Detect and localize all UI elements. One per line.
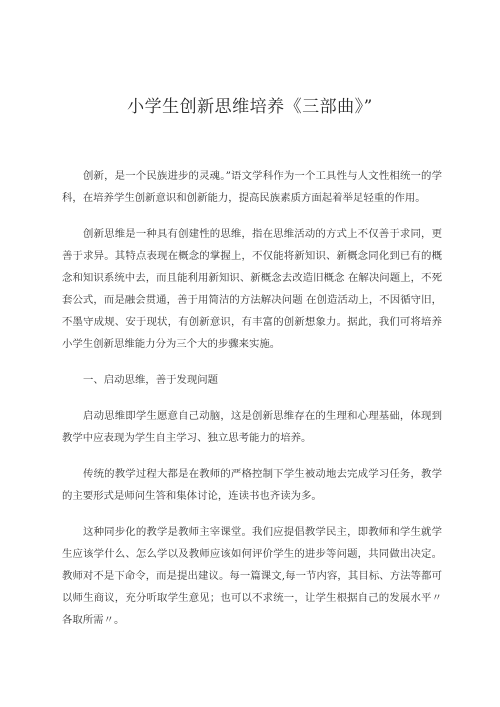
- paragraph-traditional-teaching: 传统的教学过程大都是在教师的严格控制下学生被动地去完成学习任务，教学的主要形式是师问生答和集体讨论，连读书也齐读为多。: [62, 468, 442, 502]
- document-body: [62, 165, 442, 645]
- paragraph-start-thinking: 启动思维即学生愿意自己动脑，这是创新思维存在的生理和心理基础，体现到教学中应表现为学生自主学习、独立思考能力的培养。: [62, 410, 442, 444]
- paragraph-intro: 创新，是一个民族进步的灵魂。”语文学科作为一个工具性与人文性相统一的学科，在培养学生创新意识和创新能力，提高民族素质方面起着举足轻重的作用。: [62, 170, 442, 204]
- paragraph-teaching-democracy: 这种同步化的教学是教师主宰课堂。我们应提倡教学民主，即教师和学生就学生应该学什么、怎么学以及教师应该如何评价学生的进步等问题，共同做出决定。教师对不是下命令，而是提出建议。每一篇课文,每一节内容，其目标、方法等都可以师生商议，充分听取学生意见；也可以不求统一，让学生根据自己的发展水平〃各取所需〃。: [62, 526, 442, 626]
- paragraph-definition: 创新思维是一种具有创建性的思维，指在思维活动的方式上不仅善于求同，更善于求异。其特点表现在概念的掌握上，不仅能将新知识、新概念同化到已有的概念和知识系统中去，而且能利用新知识、新概念去改造旧概念 在解决问题上，不死套公式，而是融会贯通，善于用简洁的方法解决问题 在创造活动上，不因循守旧，不墨守成规、安于现状，有创新意识，有丰富的创新想象力。据此，我们可将培养小学生创新思维能力分为三个大的步骤来实施。: [62, 228, 442, 350]
- section-heading-one: 一、启动思维，善于发现问题: [83, 374, 219, 386]
- document-title: 小学生创新思维培养《三部曲》”: [127, 97, 373, 117]
